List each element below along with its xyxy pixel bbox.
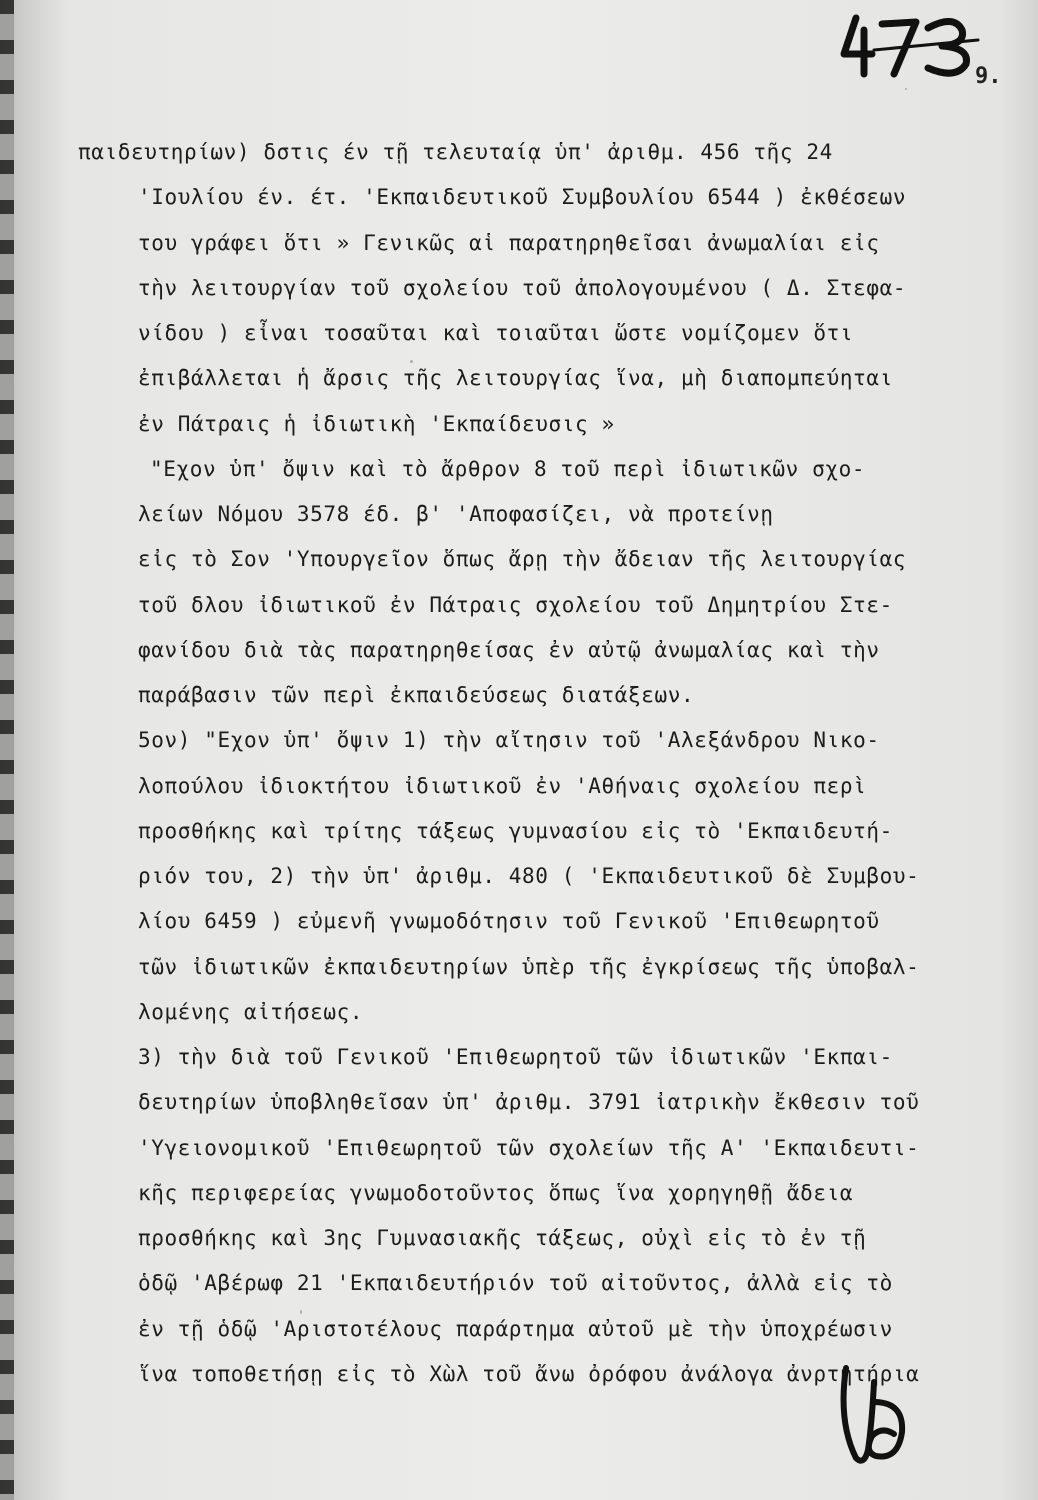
handwritten-initials bbox=[828, 1362, 918, 1472]
text-line: λίου 6459 ) εὐμενῆ γνωμοδότησιν τοῦ Γενικοῦ 'Επιθεωρητοῦ bbox=[138, 909, 880, 933]
speck bbox=[410, 360, 413, 363]
text-line: "Εχον ὑπ' ὄψιν καὶ τὸ ἄρθρον 8 τοῦ περὶ ἰδιωτικῶν σχο- bbox=[150, 457, 866, 481]
handwritten-folio-number bbox=[838, 10, 988, 80]
text-line: τῶν ἰδιωτικῶν ἐκπαιδευτηρίων ὑπὲρ τῆς ἐγκρίσεως τῆς ὑποβαλ- bbox=[138, 955, 920, 979]
text-line: προσθήκης καὶ τρίτης τάξεως γυμνασίου εἰς τὸ 'Εκπαιδευτή- bbox=[138, 819, 893, 843]
text-line: λείων Νόμου 3578 έδ. β' 'Αποφασίζει, νὰ προτείνῃ bbox=[138, 502, 774, 526]
binding-edge bbox=[0, 0, 14, 1500]
speck bbox=[905, 88, 907, 90]
text-line: παράβασιν τῶν περὶ ἐκπαιδεύσεως διατάξεων. bbox=[138, 683, 695, 707]
text-line: εἰς τὸ Σον 'Υπουργεῖον ὅπως ἄρῃ τὴν ἄδειαν τῆς λειτουργίας bbox=[138, 547, 907, 571]
speck bbox=[300, 1310, 302, 1314]
text-line: λοπούλου ἰδιοκτήτου ἰδιωτικοῦ ἐν 'Αθήναις σχολείου περὶ bbox=[138, 774, 867, 798]
text-line: 3) τὴν διὰ τοῦ Γενικοῦ 'Επιθεωρητοῦ τῶν ἰδιωτικῶν 'Εκπαι- bbox=[138, 1045, 893, 1069]
text-line: 'Ιουλίου έν. έτ. 'Εκπαιδευτικοῦ Συμβουλίου 6544 ) ἐκθέσεων bbox=[138, 185, 907, 209]
text-line: τοῦ δλου ἰδιωτικοῦ ἐν Πάτραις σχολείου τοῦ Δημητρίου Στε- bbox=[138, 593, 893, 617]
text-line: παιδευτηρίων) δστις έν τῇ τελευταίᾳ ὑπ' ἀριθμ. 456 τῆς 24 bbox=[78, 140, 833, 164]
text-line: κῆς περιφερείας γνωμοδοτοῦντος ὅπως ἵνα χορηγηθῇ ἄδεια bbox=[138, 1181, 854, 1205]
text-line: ἵνα τοποθετήσῃ εἰς τὸ Χὼλ τοῦ ἄνω ὀρόφου ἀνάλογα ἀνρτητήρια bbox=[138, 1362, 920, 1386]
text-line: τὴν λειτουργίαν τοῦ σχολείου τοῦ ἀπολογουμένου ( Δ. Στεφα- bbox=[138, 276, 907, 300]
text-line: ριόν του, 2) τὴν ὑπ' ἀριθμ. 480 ( 'Εκπαιδευτικοῦ δὲ Συμβου- bbox=[138, 864, 920, 888]
text-line: 5ον) "Εχον ὑπ' ὄψιν 1) τὴν αἴτησιν τοῦ 'Αλεξάνδρου Νικο- bbox=[138, 728, 880, 752]
text-line: προσθήκης καὶ 3ης Γυμνασιακῆς τάξεως, οὐχὶ εἰς τὸ ἐν τῇ bbox=[138, 1226, 867, 1250]
page-number: 9. bbox=[975, 64, 1002, 89]
text-line: ἐν Πάτραις ἡ ἰδιωτικὴ 'Εκπαίδευσις » bbox=[138, 412, 615, 436]
text-line: ἐπιβάλλεται ἡ ἄρσις τῆς λειτουργίας ἵνα, μὴ διαπομπεύηται bbox=[138, 366, 893, 390]
text-line: 'Υγειονομικοῦ 'Επιθεωρητοῦ τῶν σχολείων τῆς Α' 'Εκπαιδευτι- bbox=[138, 1136, 920, 1160]
text-line: νίδου ) εἶναι τοσαῦται καὶ τοιαῦται ὥστε νομίζομεν ὅτι bbox=[138, 321, 854, 345]
text-line: φανίδου διὰ τὰς παρατηρηθείσας ἐν αὐτῷ ἀνωμαλίας καὶ τὴν bbox=[138, 638, 880, 662]
text-line: ὁδῷ 'Αβέρωφ 21 'Εκπαιδευτήριόν τοῦ αἰτοῦντος, ἀλλὰ εἰς τὸ bbox=[138, 1271, 893, 1295]
text-line: δευτηρίων ὑποβληθεῖσαν ὑπ' ἀριθμ. 3791 ἰατρικὴν ἔκθεσιν τοῦ bbox=[138, 1090, 920, 1114]
text-line: ἐν τῇ ὁδῷ 'Αριστοτέλους παράρτημα αὐτοῦ μὲ τὴν ὑποχρέωσιν bbox=[138, 1317, 893, 1341]
text-line: του γράφει ὅτι » Γενικῶς αἱ παρατηρηθεῖσαι ἀνωμαλίαι εἰς bbox=[138, 231, 880, 255]
text-line: λομένης αἰτήσεως. bbox=[138, 1000, 364, 1024]
